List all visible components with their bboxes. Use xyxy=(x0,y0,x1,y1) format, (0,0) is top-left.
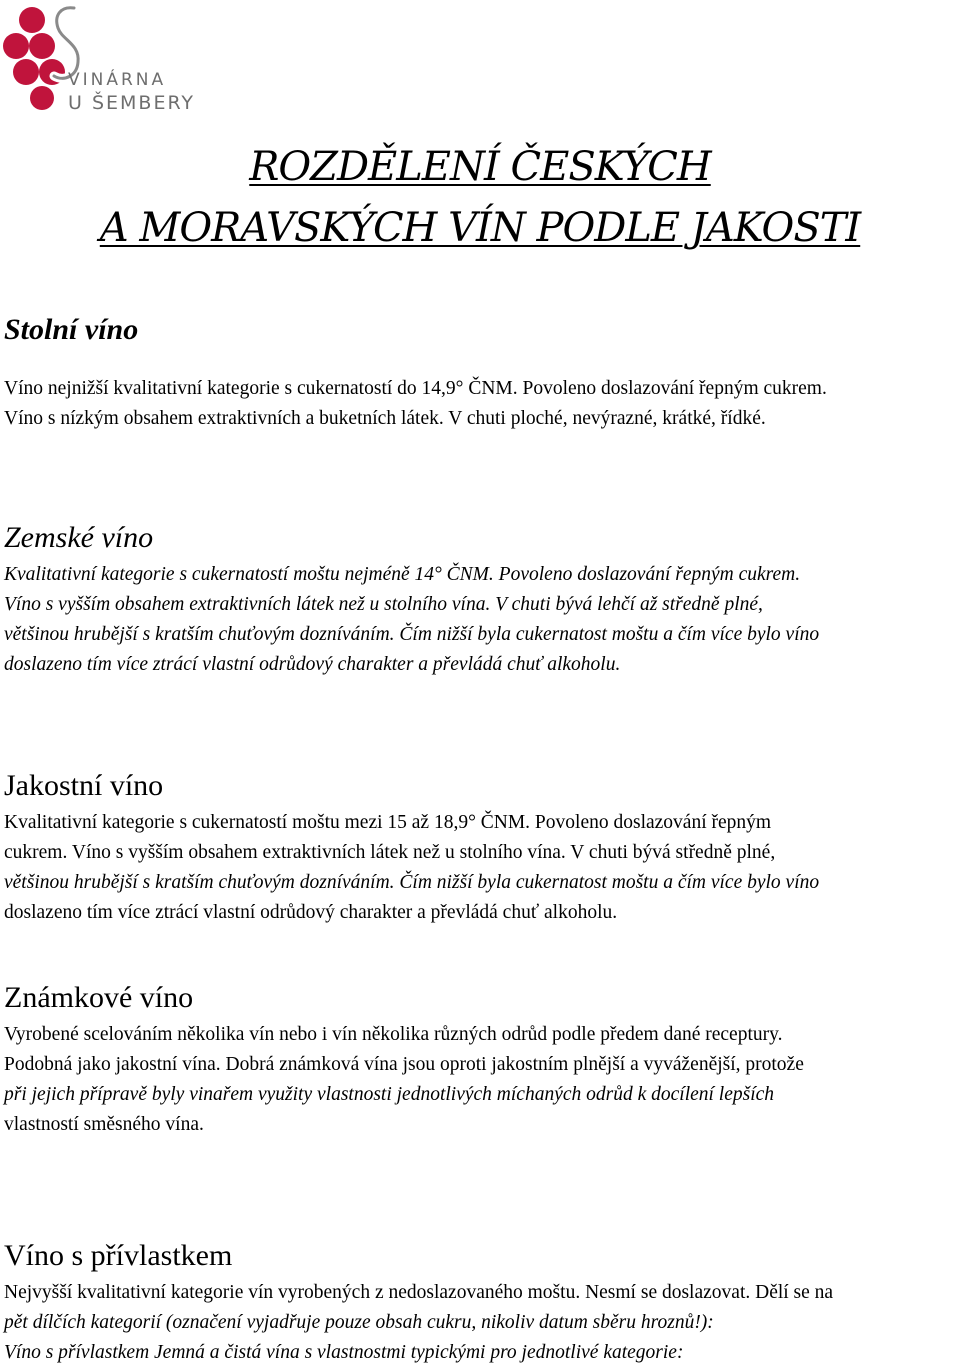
paragraph-line: při jejich přípravě byly vinařem využity vlastnosti jednotlivých míchaných odrůd k docílení lepších xyxy=(4,1084,775,1105)
paragraph-line: Víno s nízkým obsahem extraktivních a buketních látek. V chuti ploché, nevýrazné, krátké, řídké. xyxy=(4,408,766,429)
paragraph-line: vlastností směsného vína. xyxy=(4,1114,204,1135)
paragraph-line: Víno nejnižší kvalitativní kategorie s cukernatostí do 14,9° ČNM. Povoleno doslazování řepným cukrem. xyxy=(4,378,827,399)
paragraph-line: většinou hrubější s kratším chuťovým dozníváním. Čím nižší byla cukernatost moštu a čím více bylo víno xyxy=(4,624,820,645)
paragraph-line: Víno s přívlastkem Jemná a čistá vína s vlastnostmi typickými pro jednotlivé kategorie: xyxy=(4,1342,684,1363)
logo-line-1: VINÁRNA xyxy=(68,70,167,90)
paragraph-line: Podobná jako jakostní vína. Dobrá známková vína jsou oproti jakostním plnější a vyváženější, protože xyxy=(4,1054,804,1075)
paragraph-line: pět dílčích kategorií (označení vyjadřuje pouze obsah cukru, nikoliv datum sběru hroznů!): xyxy=(4,1312,714,1333)
section-heading: Známkové víno xyxy=(4,981,194,1014)
paragraph-line: Víno s vyšším obsahem extraktivních látek než u stolního vína. V chuti bývá lehčí až středně plné, xyxy=(4,594,763,615)
section-znamkove-vino xyxy=(4,980,960,1140)
paragraph-line: Nejvyšší kvalitativní kategorie vín vyrobených z nedoslazovaného moštu. Nesmí se doslazovat. Dělí se na xyxy=(4,1282,834,1303)
section-heading: Jakostní víno xyxy=(4,769,164,802)
paragraph-line: doslazeno tím více ztrácí vlastní odrůdový charakter a převládá chuť alkoholu. xyxy=(4,902,618,923)
paragraph-line: většinou hrubější s kratším chuťovým dozníváním. Čím nižší byla cukernatost moštu a čím více bylo víno xyxy=(4,872,820,893)
paragraph-line: Vyrobené scelováním několika vín nebo i vín několika různých odrůd podle předem dané receptury. xyxy=(4,1024,783,1045)
section-heading: Víno s přívlastkem xyxy=(4,1239,233,1272)
paragraph-line: Kvalitativní kategorie s cukernatostí moštu mezi 15 až 18,9° ČNM. Povoleno doslazování řepným xyxy=(4,812,772,833)
paragraph-line: Kvalitativní kategorie s cukernatostí moštu nejméně 14° ČNM. Povoleno doslazování řepným cukrem. xyxy=(4,564,801,585)
section-zemske-vino xyxy=(4,520,960,680)
logo xyxy=(2,2,196,120)
section-heading: Zemské víno xyxy=(4,521,154,554)
page-title-line-2: A MORAVSKÝCH VÍN PODLE JAKOSTI xyxy=(99,205,861,251)
paragraph-line: cukrem. Víno s vyšším obsahem extraktivních látek než u stolního vína. V chuti bývá středně plné, xyxy=(4,842,776,863)
logo-line-2: U ŠEMBERY xyxy=(68,92,196,114)
section-vino-s-privlastkem xyxy=(4,1238,960,1368)
section-stolni-vino xyxy=(4,312,960,434)
section-heading: Stolní víno xyxy=(4,313,139,346)
section-jakostni-vino xyxy=(4,768,960,928)
paragraph-line: doslazeno tím více ztrácí vlastní odrůdový charakter a převládá chuť alkoholu. xyxy=(4,654,621,675)
page-title-line-1: ROZDĚLENÍ ČESKÝCH xyxy=(249,144,711,190)
